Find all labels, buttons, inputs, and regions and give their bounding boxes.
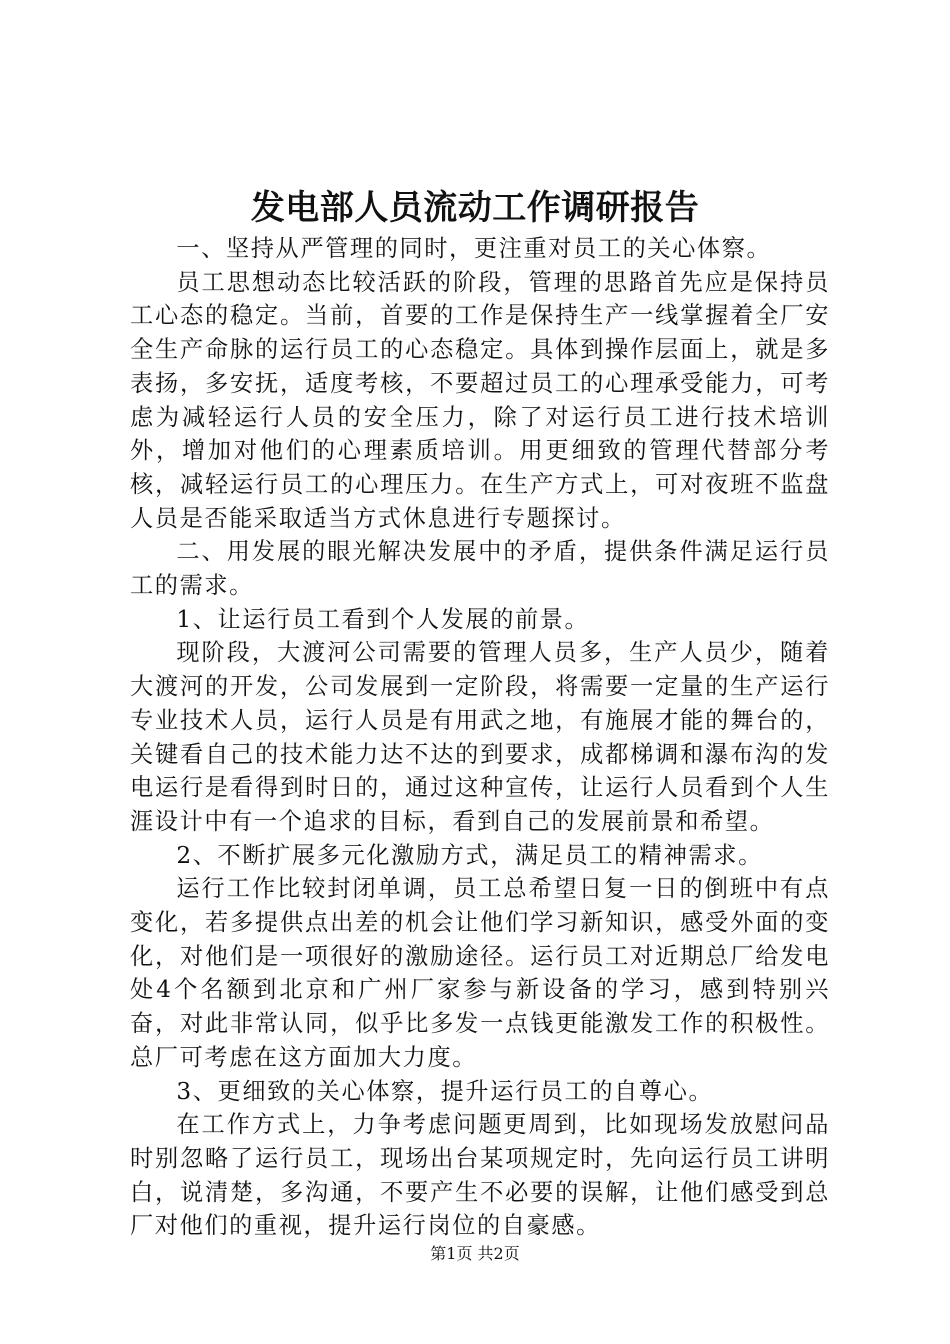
subheading-2: 2、不断扩展多元化激励方式，满足员工的精神需求。 xyxy=(176,841,763,869)
body-paragraph-4: 在工作方式上，力争考虑问题更周到，比如现场发放慰问品时别忽略了运行员工，现场出台某项规定时，先向运行员工讲明白，说清楚，多沟通，不要产生不必要的误解，让他们感受到总厂对他们的重视，提升运行岗位的自豪感。 xyxy=(130,1111,830,1240)
body-paragraph-3: 运行工作比较封闭单调，员工总希望日复一日的倒班中有点变化，若多提供点出差的机会让他们学习新知识，感受外面的变化，对他们是一项很好的激励途径。运行员工对近期总厂给发电处4个名额到北京和广州厂家参与新设备的学习，感到特别兴奋，对此非常认同，似乎比多发一点钱更能激发工作的积极性。总厂可考虑在这方面加大力度。 xyxy=(130,875,830,1071)
page-footer: 第1页 共2页 xyxy=(430,1244,520,1263)
body-paragraph-2: 现阶段，大渡河公司需要的管理人员多，生产人员少，随着大渡河的开发，公司发展到一定阶段，将需要一定量的生产运行专业技术人员，运行人员是有用武之地，有施展才能的舞台的，关键看自己的技术能力达不达的到要求，成都梯调和瀑布沟的发电运行是看得到时日的，通过这种宣传，让运行人员看到个人生涯设计中有一个追求的目标，看到自己的发展前景和希望。 xyxy=(130,639,830,835)
section-heading-2: 二、用发展的眼光解决发展中的矛盾，提供条件满足运行员工的需求。 xyxy=(130,538,830,600)
subheading-3: 3、更细致的关心体察，提升运行员工的自尊心。 xyxy=(176,1077,714,1105)
document-title: 发电部人员流动工作调研报告 xyxy=(250,188,700,228)
subheading-1: 1、让运行员工看到个人发展的前景。 xyxy=(176,605,590,633)
section-heading-1: 一、坚持从严管理的同时，更注重对员工的关心体察。 xyxy=(176,235,772,262)
document-body xyxy=(130,232,830,1243)
body-paragraph-1: 员工思想动态比较活跃的阶段，管理的思路首先应是保持员工心态的稳定。当前，首要的工作是保持生产一线掌握着全厂安全生产命脉的运行员工的心态稳定。具体到操作层面上，就是多表扬，多安抚，适度考核，不要超过员工的心理承受能力，可考虑为减轻运行人员的安全压力，除了对运行员工进行技术培训外，增加对他们的心理素质培训。用更细致的管理代替部分考核，减轻运行员工的心理压力。在生产方式上，可对夜班不监盘人员是否能采取适当方式休息进行专题探讨。 xyxy=(130,268,830,532)
